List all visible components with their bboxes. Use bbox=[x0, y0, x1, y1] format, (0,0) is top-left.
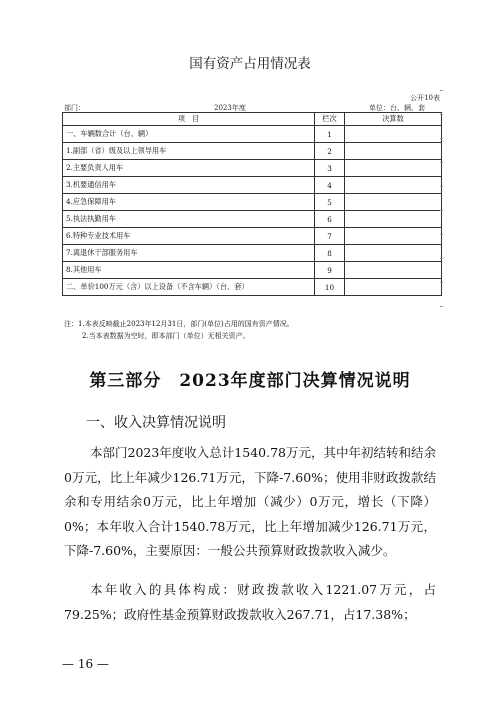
year-label: 2023年度 bbox=[214, 104, 246, 112]
row-item: 7.离退休干部服务用车 bbox=[63, 245, 315, 262]
table-row bbox=[63, 279, 442, 296]
row-seq: 2 bbox=[315, 143, 345, 160]
row-value bbox=[345, 245, 442, 262]
scan-edge-marks bbox=[440, 90, 444, 320]
row-value bbox=[345, 211, 442, 228]
table-row bbox=[63, 126, 442, 143]
header-item: 项 目 bbox=[63, 113, 315, 126]
row-value bbox=[345, 126, 442, 143]
row-seq: 8 bbox=[315, 245, 345, 262]
table-header-row bbox=[63, 113, 442, 126]
row-value bbox=[345, 228, 442, 245]
row-value bbox=[345, 262, 442, 279]
document-title: 国有资产占用情况表 bbox=[189, 56, 311, 72]
row-seq: 5 bbox=[315, 194, 345, 211]
table-note-1: 注：1.本表反映截止2023年12月31日，部门(单位)占用的国有资产情况。 bbox=[64, 320, 294, 328]
department-label: 部门： bbox=[64, 104, 85, 112]
table-note-2: 2.当本表数据为空时，即本部门（单位）无相关资产。 bbox=[82, 332, 250, 340]
page-number: — 16 — bbox=[62, 657, 109, 671]
table-row bbox=[63, 211, 442, 228]
row-item: 4.应急保障用车 bbox=[63, 194, 315, 211]
table-row bbox=[63, 194, 442, 211]
row-seq: 4 bbox=[315, 177, 345, 194]
body-paragraph: 本年收入的具体构成：财政拨款收入1221.07万元，占79.25%；政府性基金预算财政拨款收入267.71，占17.38%； bbox=[64, 582, 436, 622]
row-seq: 9 bbox=[315, 262, 345, 279]
table-row bbox=[63, 177, 442, 194]
row-item: 8.其他用车 bbox=[63, 262, 315, 279]
asset-usage-table bbox=[62, 112, 442, 296]
row-item: 6.特种专业技术用车 bbox=[63, 228, 315, 245]
row-value bbox=[345, 194, 442, 211]
row-value bbox=[345, 279, 442, 296]
part-heading: 第三部分 2023年度部门决算情况说明 bbox=[89, 371, 411, 391]
section-heading: 一、收入决算情况说明 bbox=[86, 415, 226, 431]
row-seq: 7 bbox=[315, 228, 345, 245]
row-value bbox=[345, 177, 442, 194]
row-seq: 3 bbox=[315, 160, 345, 177]
unit-label: 单位：台、辆、套 bbox=[369, 104, 425, 112]
row-seq: 1 bbox=[315, 126, 345, 143]
row-item: 1.副部（省）级及以上领导用车 bbox=[63, 143, 315, 160]
row-item: 2.主要负责人用车 bbox=[63, 160, 315, 177]
table-row bbox=[63, 228, 442, 245]
header-seq: 栏次 bbox=[315, 113, 345, 126]
row-item: 3.机要通信用车 bbox=[63, 177, 315, 194]
table-row bbox=[63, 160, 442, 177]
body-paragraph: 本部门2023年度收入总计1540.78万元，其中年初结转和结余0万元，比上年减少126.71万元，下降-7.60%；使用非财政拨款结余和专用结余0万元，比上年增加（减少）0万元，增长（下降）0%；本年收入合计1540.78万元，比上年增加减少126.71万元，下降-7.60%，主要原因：一般公共预算财政拨款收入减少。 bbox=[64, 445, 437, 558]
row-seq: 6 bbox=[315, 211, 345, 228]
table-row bbox=[63, 262, 442, 279]
table-row bbox=[63, 245, 442, 262]
row-seq: 10 bbox=[315, 279, 345, 296]
row-item: 5.执法执勤用车 bbox=[63, 211, 315, 228]
row-item: 二、单价100万元（含）以上设备（不含车辆）（台、套） bbox=[63, 279, 315, 296]
table-row bbox=[63, 143, 442, 160]
row-value bbox=[345, 143, 442, 160]
header-value: 决算数 bbox=[345, 113, 442, 126]
row-value bbox=[345, 160, 442, 177]
row-item: 一、车辆数合计（台、辆） bbox=[63, 126, 315, 143]
form-code: 公开10表 bbox=[410, 94, 440, 102]
